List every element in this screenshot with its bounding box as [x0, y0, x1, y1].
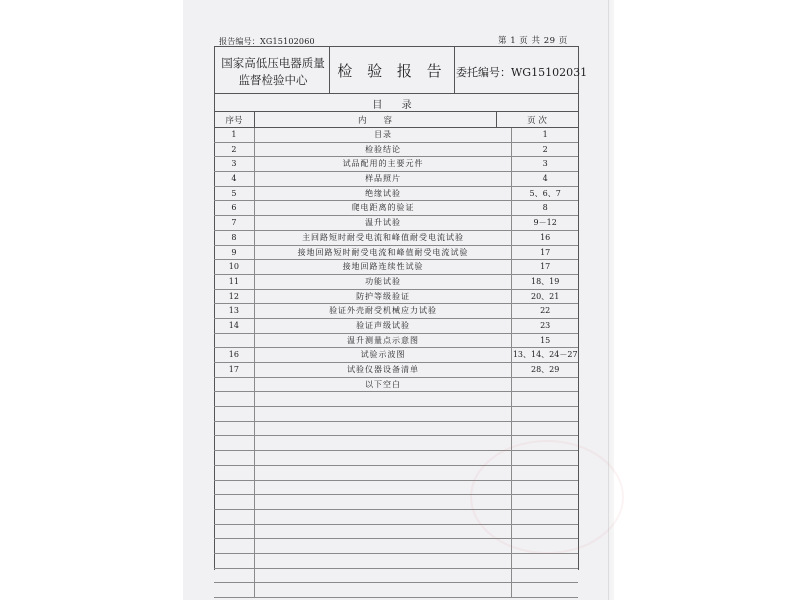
issuing-organization: [217, 55, 329, 89]
row-number: 1: [214, 128, 255, 142]
row-page: [512, 407, 578, 421]
row-page: 16: [540, 232, 551, 242]
row-page: 3: [542, 159, 548, 169]
table-row: [214, 554, 578, 569]
row-page: 13、14、24－27: [512, 350, 578, 360]
row-page: 17: [540, 247, 551, 257]
row-content: [255, 436, 513, 450]
row-content: 验证外壳耐受机械应力试验: [255, 304, 513, 318]
toc-heading: 目 录: [372, 100, 420, 111]
row-number: [214, 495, 255, 509]
row-content: 接地回路短时耐受电流和峰值耐受电流试验: [255, 246, 513, 260]
row-page: 22: [540, 306, 551, 316]
table-row: [214, 319, 578, 334]
row-page: 2: [542, 144, 548, 154]
table-row: [214, 201, 578, 216]
row-page: [512, 378, 578, 392]
row-content: [255, 525, 513, 539]
row-content: 温升测量点示意图: [255, 334, 513, 348]
row-number: 8: [214, 231, 255, 245]
column-header-no: 序号: [225, 116, 243, 126]
row-content: 爬电距离的验证: [255, 201, 513, 215]
row-content: [255, 569, 513, 583]
page-indicator: 第 1 页 共 29 页: [498, 36, 568, 46]
row-content: 温升试验: [255, 216, 513, 230]
row-page: 4: [542, 174, 548, 184]
row-number: 2: [214, 143, 255, 157]
table-row: [214, 334, 578, 349]
row-page: 15: [540, 335, 551, 345]
table-row: [214, 157, 578, 172]
row-content: [255, 583, 513, 597]
row-number: 10: [214, 260, 255, 274]
table-border-top: [214, 46, 578, 47]
row-content: 绝缘试验: [255, 187, 513, 201]
row-content: [255, 407, 513, 421]
report-title: 检 验 报 告: [337, 62, 447, 80]
row-number: 3: [214, 157, 255, 171]
row-number: 13: [214, 304, 255, 318]
org-name-line1: 国家高低压电器质量: [221, 56, 325, 70]
row-page: 8: [542, 203, 548, 213]
toc-title-bottom: [214, 111, 578, 112]
row-number: [214, 392, 255, 406]
row-number: [214, 378, 255, 392]
row-number: [214, 422, 255, 436]
row-page: [512, 554, 578, 568]
row-number: 16: [214, 348, 255, 362]
column-header-content: 内 容: [357, 116, 392, 126]
table-row: [214, 246, 578, 261]
row-page: [512, 569, 578, 583]
row-page: 18、19: [531, 276, 560, 286]
column-header-page: 页 次: [527, 116, 547, 126]
row-number: [214, 481, 255, 495]
row-content: 试验仪器设备清单: [255, 363, 513, 377]
row-number: [214, 583, 255, 597]
row-number: 12: [214, 290, 255, 304]
table-row: [214, 172, 578, 187]
table-row: [214, 407, 578, 422]
table-row: [214, 363, 578, 378]
row-content: 试验示波图: [255, 348, 513, 362]
row-content: [255, 554, 513, 568]
row-number: [214, 569, 255, 583]
row-number: [214, 334, 255, 348]
title-divider-2: [454, 46, 455, 93]
table-row: [214, 216, 578, 231]
row-content: 防护等级验证: [255, 290, 513, 304]
row-number: [214, 436, 255, 450]
commission-number: 委托编号：WG15102031: [456, 66, 588, 79]
row-number: [214, 451, 255, 465]
table-row: [214, 128, 578, 143]
row-number: [214, 539, 255, 553]
row-number: 9: [214, 246, 255, 260]
row-page: 1: [542, 130, 548, 139]
row-page: 28、29: [531, 365, 560, 374]
row-content: 试品配用的主要元件: [255, 157, 513, 171]
row-number: [214, 554, 255, 568]
row-page: 5、6、7: [529, 188, 561, 198]
row-page: [512, 583, 578, 597]
row-content: 主回路短时耐受电流和峰值耐受电流试验: [255, 231, 513, 245]
row-number: [214, 466, 255, 480]
row-page: 17: [540, 262, 551, 272]
row-page: 9－12: [533, 218, 557, 228]
row-content: [255, 422, 513, 436]
row-number: 7: [214, 216, 255, 230]
table-row: [214, 260, 578, 275]
row-content: [255, 451, 513, 465]
table-row: [214, 378, 578, 393]
org-name-line2: 监督检验中心: [238, 73, 308, 87]
row-content: [255, 539, 513, 553]
row-content: 以下空白: [255, 378, 513, 392]
table-row: [214, 569, 578, 584]
row-content: 检验结论: [255, 143, 513, 157]
title-block-bottom: [214, 93, 578, 94]
row-number: 4: [214, 172, 255, 186]
table-row: [214, 583, 578, 598]
row-content: 目录: [255, 128, 513, 142]
row-content: [255, 392, 513, 406]
report-number: 报告编号：XG15102060: [219, 37, 315, 46]
table-row: [214, 290, 578, 305]
row-number: 11: [214, 275, 255, 289]
row-number: 5: [214, 187, 255, 201]
row-page: 20、21: [531, 291, 560, 301]
faint-seal-stamp: [470, 440, 624, 554]
table-row: [214, 231, 578, 246]
row-content: 验证声级试验: [255, 319, 513, 333]
row-content: 接地回路连续性试验: [255, 260, 513, 274]
row-page: [512, 422, 578, 436]
table-row: [214, 348, 578, 363]
row-number: [214, 525, 255, 539]
row-number: [214, 510, 255, 524]
table-row: [214, 422, 578, 437]
table-row: [214, 187, 578, 202]
row-number: 17: [214, 363, 255, 377]
row-page: [512, 392, 578, 406]
table-row: [214, 304, 578, 319]
title-divider-1: [329, 46, 330, 93]
table-row: [214, 143, 578, 158]
row-page: 23: [540, 320, 551, 330]
row-number: 14: [214, 319, 255, 333]
row-content: 样品照片: [255, 172, 513, 186]
table-row: [214, 275, 578, 290]
row-content: 功能试验: [255, 275, 513, 289]
row-number: 6: [214, 201, 255, 215]
table-row: [214, 392, 578, 407]
row-number: [214, 407, 255, 421]
